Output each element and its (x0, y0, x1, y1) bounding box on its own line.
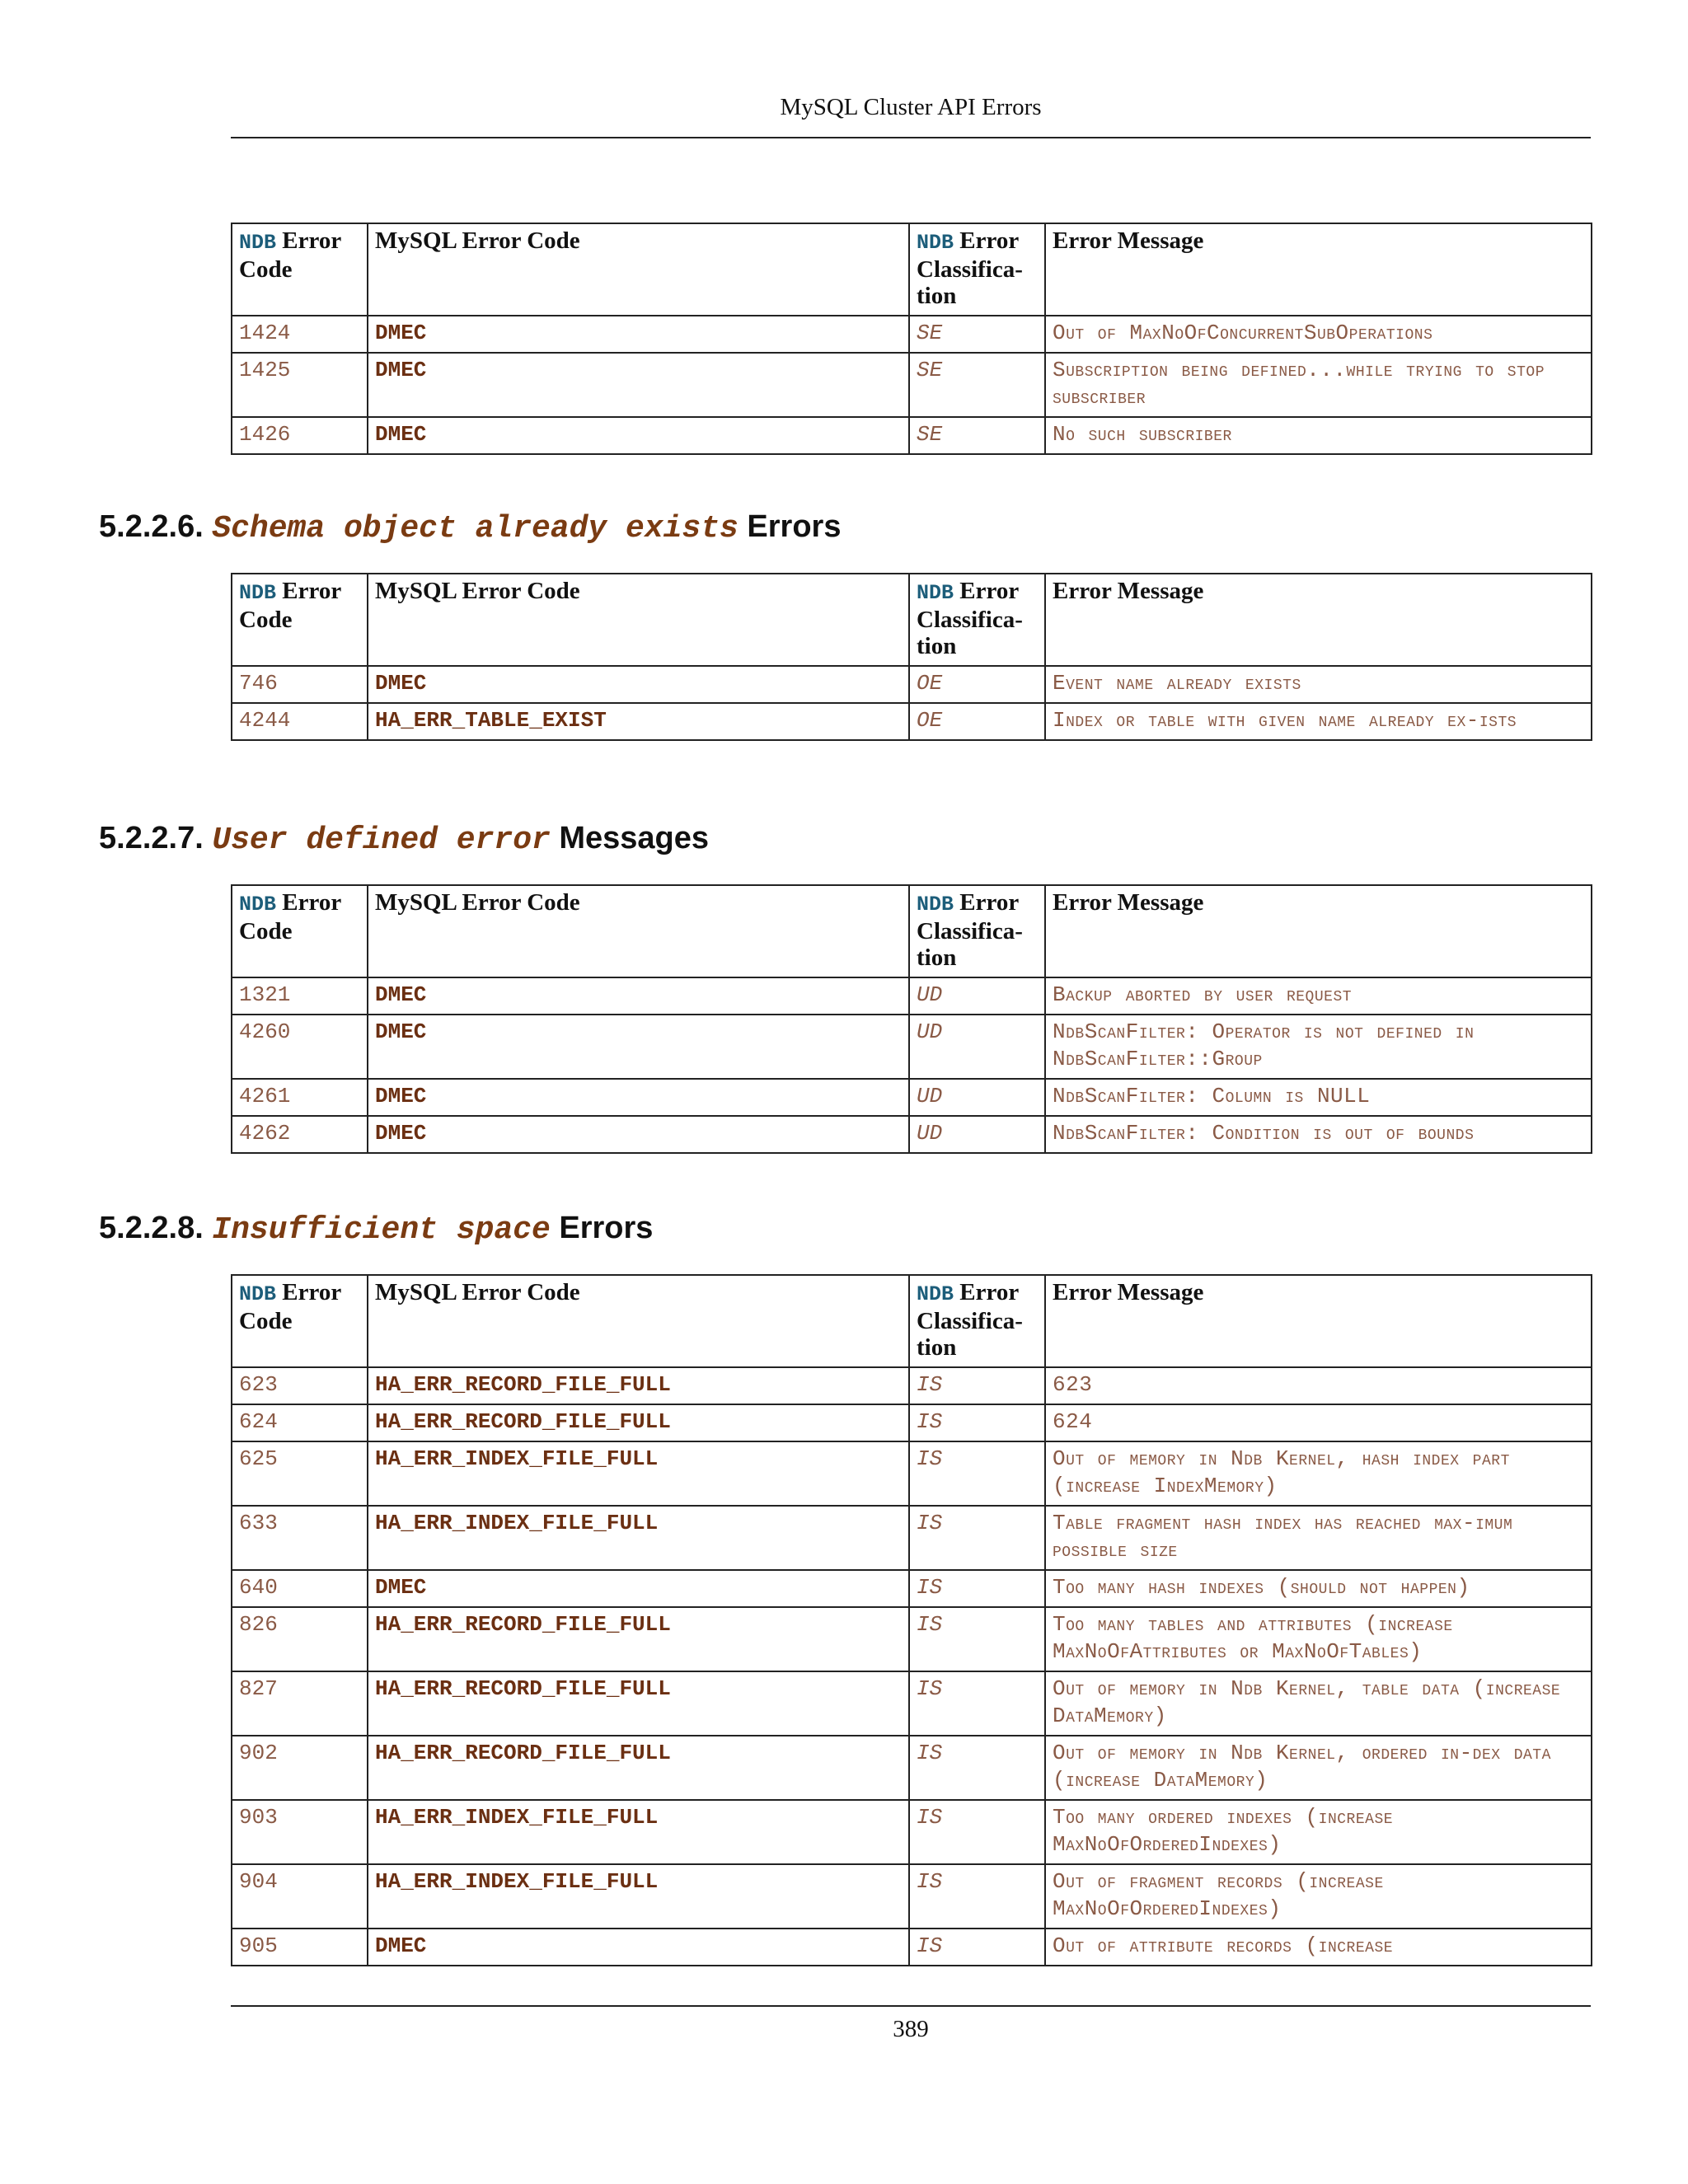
error-classification: SE (909, 353, 1045, 417)
error-classification: UD (909, 977, 1045, 1015)
col-header-mysql-code: MySQL Error Code (368, 1275, 909, 1367)
section-suffix: Errors (747, 509, 842, 544)
error-message: Too many tables and attributes (increase MaxNoOfAttributes or MaxNoOfTables) (1045, 1607, 1592, 1671)
ndb-error-code: 904 (232, 1864, 368, 1929)
table-row (232, 1015, 1592, 1079)
error-message: No such subscriber (1045, 417, 1592, 454)
col-header-classification: NDB Error Classifica-tion (909, 885, 1045, 977)
table-row (232, 316, 1592, 353)
error-classification: IS (909, 1929, 1045, 1966)
ndb-prefix: NDB (239, 231, 277, 255)
ndb-error-code: 633 (232, 1506, 368, 1570)
ndb-prefix: NDB (917, 1282, 954, 1306)
col-header-mysql-code: MySQL Error Code (368, 223, 909, 316)
error-classification: SE (909, 316, 1045, 353)
page-number: 389 (893, 2016, 929, 2042)
header-rule (231, 137, 1591, 138)
ndb-error-code: 1426 (232, 417, 368, 454)
table-header-row (232, 1275, 1592, 1367)
col-header-classification: NDB Error Classifica-tion (909, 574, 1045, 666)
table-header-row (232, 885, 1592, 977)
error-message: 624 (1045, 1404, 1592, 1441)
table-row (232, 1671, 1592, 1736)
col-header-error-message: Error Message (1045, 574, 1592, 666)
section-code-title: Schema object already exists (212, 511, 738, 546)
error-table-user-defined-error (231, 884, 1592, 1154)
col-header-ndb-code: NDB Error Code (232, 223, 368, 316)
mysql-error-code: DMEC (368, 666, 909, 703)
table-row (232, 1736, 1592, 1800)
table-row (232, 1116, 1592, 1153)
table-row (232, 1607, 1592, 1671)
error-message: Out of attribute records (increase (1045, 1929, 1592, 1966)
error-message: Out of MaxNoOfConcurrentSubOperations (1045, 316, 1592, 353)
mysql-error-code: DMEC (368, 1079, 909, 1116)
section-number: 5.2.2.6. (99, 509, 204, 544)
mysql-error-code: HA_ERR_RECORD_FILE_FULL (368, 1736, 909, 1800)
error-classification: IS (909, 1404, 1045, 1441)
col-header-mysql-code: MySQL Error Code (368, 885, 909, 977)
ndb-prefix: NDB (239, 581, 277, 605)
col-header-error-message: Error Message (1045, 223, 1592, 316)
footer-rule (231, 2005, 1591, 2007)
page-header: MySQL Cluster API Errors (780, 94, 1042, 120)
ndb-error-code: 1424 (232, 316, 368, 353)
section-suffix: Errors (559, 1211, 654, 1245)
ndb-error-code: 623 (232, 1367, 368, 1404)
error-message: Out of memory in Ndb Kernel, table data (increase DataMemory) (1045, 1671, 1592, 1736)
ndb-error-code: 4260 (232, 1015, 368, 1079)
col-header-mysql-code: MySQL Error Code (368, 574, 909, 666)
table-header-row (232, 574, 1592, 666)
mysql-error-code: DMEC (368, 353, 909, 417)
error-classification: IS (909, 1800, 1045, 1864)
ndb-error-code: 905 (232, 1929, 368, 1966)
ndb-error-code: 902 (232, 1736, 368, 1800)
col-header-ndb-code: NDB Error Code (232, 1275, 368, 1367)
mysql-error-code: HA_ERR_INDEX_FILE_FULL (368, 1441, 909, 1506)
mysql-error-code: HA_ERR_RECORD_FILE_FULL (368, 1404, 909, 1441)
section-code-title: User defined error (212, 823, 551, 858)
section-number: 5.2.2.7. (99, 821, 204, 855)
error-message: Too many hash indexes (should not happen) (1045, 1570, 1592, 1607)
mysql-error-code: HA_ERR_RECORD_FILE_FULL (368, 1607, 909, 1671)
error-classification: IS (909, 1367, 1045, 1404)
col-header-ndb-code: NDB Error Code (232, 885, 368, 977)
table-row (232, 977, 1592, 1015)
error-message: Table fragment hash index has reached max-imum possible size (1045, 1506, 1592, 1570)
ndb-error-code: 826 (232, 1607, 368, 1671)
error-table-schema-object-exists (231, 573, 1592, 741)
table-row (232, 353, 1592, 417)
section-number: 5.2.2.8. (99, 1211, 204, 1245)
mysql-error-code: DMEC (368, 1929, 909, 1966)
error-table-continued (231, 223, 1592, 455)
ndb-error-code: 827 (232, 1671, 368, 1736)
mysql-error-code: DMEC (368, 316, 909, 353)
error-message: Too many ordered indexes (increase MaxNoOfOrderedIndexes) (1045, 1800, 1592, 1864)
mysql-error-code: HA_ERR_INDEX_FILE_FULL (368, 1506, 909, 1570)
ndb-prefix: NDB (917, 581, 954, 605)
ndb-error-code: 746 (232, 666, 368, 703)
section-heading-schema-object-exists (99, 506, 841, 550)
error-table-insufficient-space (231, 1274, 1592, 1966)
ndb-error-code: 1321 (232, 977, 368, 1015)
mysql-error-code: HA_ERR_RECORD_FILE_FULL (368, 1367, 909, 1404)
error-classification: IS (909, 1864, 1045, 1929)
mysql-error-code: HA_ERR_INDEX_FILE_FULL (368, 1800, 909, 1864)
error-classification: IS (909, 1671, 1045, 1736)
error-message: NdbScanFilter: Operator is not defined in NdbScanFilter::Group (1045, 1015, 1592, 1079)
ndb-error-code: 4262 (232, 1116, 368, 1153)
ndb-error-code: 640 (232, 1570, 368, 1607)
error-classification: OE (909, 703, 1045, 740)
ndb-error-code: 903 (232, 1800, 368, 1864)
col-header-error-message: Error Message (1045, 1275, 1592, 1367)
col-header-error-message: Error Message (1045, 885, 1592, 977)
ndb-prefix: NDB (239, 893, 277, 916)
mysql-error-code: HA_ERR_TABLE_EXIST (368, 703, 909, 740)
ndb-error-code: 4261 (232, 1079, 368, 1116)
error-message: Event name already exists (1045, 666, 1592, 703)
table-row (232, 1506, 1592, 1570)
error-message: Out of memory in Ndb Kernel, ordered in-dex data (increase DataMemory) (1045, 1736, 1592, 1800)
ndb-error-code: 4244 (232, 703, 368, 740)
mysql-error-code: DMEC (368, 417, 909, 454)
table-row (232, 1441, 1592, 1506)
table-row (232, 1800, 1592, 1864)
error-message: 623 (1045, 1367, 1592, 1404)
error-classification: UD (909, 1015, 1045, 1079)
error-message: NdbScanFilter: Column is NULL (1045, 1079, 1592, 1116)
table-header-row (232, 223, 1592, 316)
ndb-error-code: 624 (232, 1404, 368, 1441)
error-message: Subscription being defined...while trying to stop subscriber (1045, 353, 1592, 417)
col-header-classification: NDB Error Classifica-tion (909, 1275, 1045, 1367)
error-classification: UD (909, 1079, 1045, 1116)
error-message: Out of fragment records (increase MaxNoOfOrderedIndexes) (1045, 1864, 1592, 1929)
error-message: Index or table with given name already ex-ists (1045, 703, 1592, 740)
table-row (232, 417, 1592, 454)
table-row (232, 1570, 1592, 1607)
error-classification: UD (909, 1116, 1045, 1153)
ndb-prefix: NDB (917, 893, 954, 916)
col-header-ndb-code: NDB Error Code (232, 574, 368, 666)
ndb-error-code: 1425 (232, 353, 368, 417)
ndb-error-code: 625 (232, 1441, 368, 1506)
section-code-title: Insufficient space (212, 1212, 551, 1248)
table-row (232, 1367, 1592, 1404)
error-classification: OE (909, 666, 1045, 703)
mysql-error-code: HA_ERR_RECORD_FILE_FULL (368, 1671, 909, 1736)
ndb-prefix: NDB (239, 1282, 277, 1306)
error-classification: SE (909, 417, 1045, 454)
mysql-error-code: DMEC (368, 1570, 909, 1607)
col-header-classification: NDB Error Classifica-tion (909, 223, 1045, 316)
mysql-error-code: DMEC (368, 1116, 909, 1153)
table-row (232, 703, 1592, 740)
section-suffix: Messages (559, 821, 710, 855)
mysql-error-code: DMEC (368, 977, 909, 1015)
error-classification: IS (909, 1441, 1045, 1506)
section-heading-insufficient-space (99, 1207, 653, 1251)
error-classification: IS (909, 1607, 1045, 1671)
error-classification: IS (909, 1506, 1045, 1570)
mysql-error-code: HA_ERR_INDEX_FILE_FULL (368, 1864, 909, 1929)
error-classification: IS (909, 1570, 1045, 1607)
error-message: Out of memory in Ndb Kernel, hash index part (increase IndexMemory) (1045, 1441, 1592, 1506)
section-heading-user-defined-error (99, 818, 709, 861)
error-message: Backup aborted by user request (1045, 977, 1592, 1015)
table-row (232, 666, 1592, 703)
mysql-error-code: DMEC (368, 1015, 909, 1079)
ndb-prefix: NDB (917, 231, 954, 255)
table-row (232, 1929, 1592, 1966)
table-row (232, 1864, 1592, 1929)
error-message: NdbScanFilter: Condition is out of bounds (1045, 1116, 1592, 1153)
table-row (232, 1404, 1592, 1441)
error-classification: IS (909, 1736, 1045, 1800)
table-row (232, 1079, 1592, 1116)
